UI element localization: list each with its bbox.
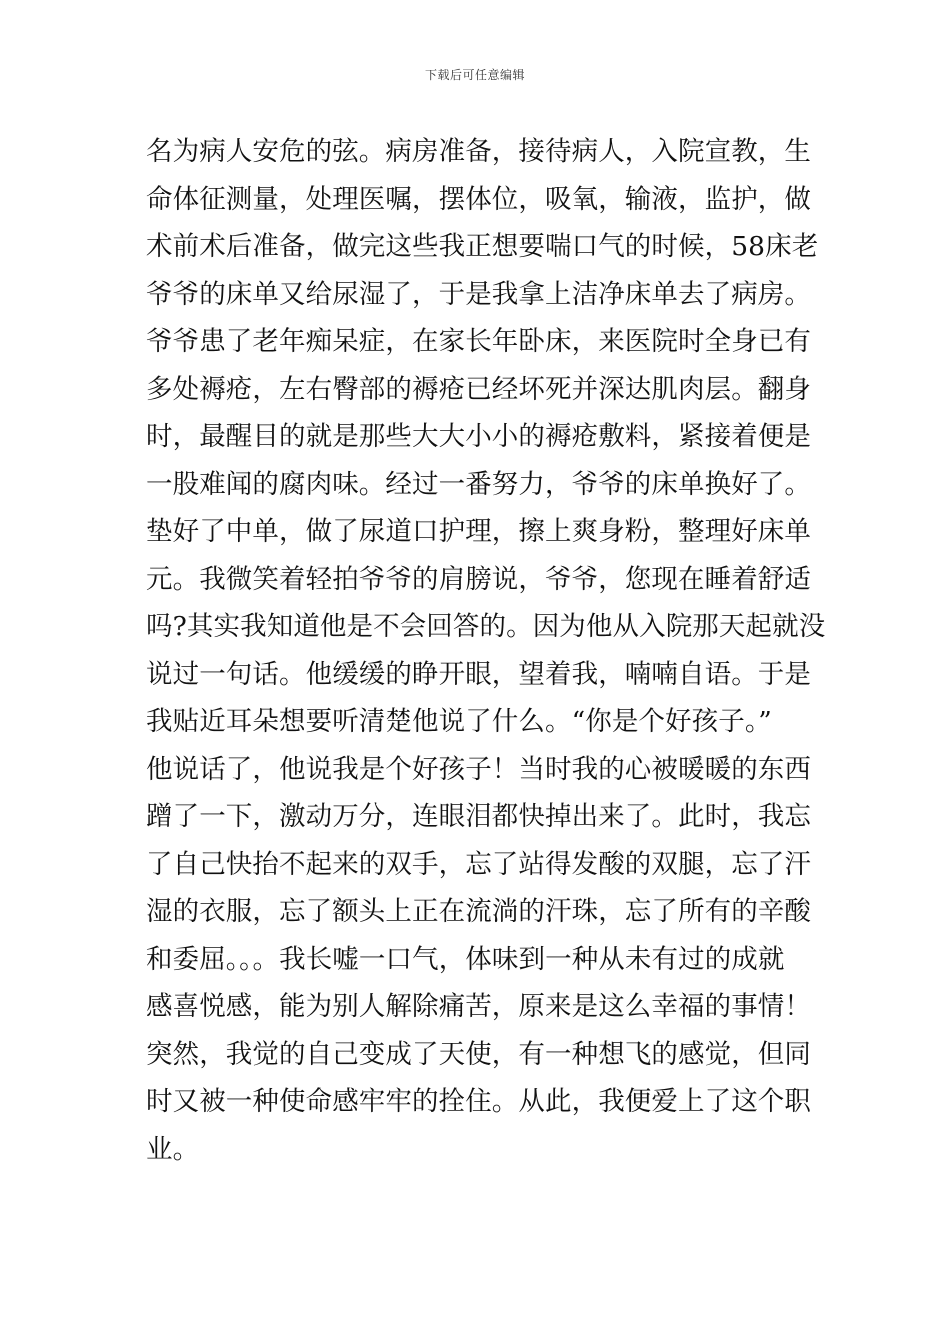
text-line: 蹭了一下，激动万分，连眼泪都快掉出来了。此时，我忘 (146, 801, 811, 832)
text-line: 时又被一种使命感牢牢的拴住。从此，我便爱上了这个职 (146, 1086, 811, 1117)
text-line: 感喜悦感，能为别人解除痛苦，原来是这么幸福的事情！ (146, 991, 811, 1022)
text-line: 命体征测量，处理医嘱，摆体位，吸氧，输液，监护，做 (146, 183, 811, 215)
text-line: 爷爷患了老年痴呆症，在家长年卧床，来医院时全身已有 (146, 326, 811, 357)
text-line: 时，最醒目的就是那些大大小小的褥疮敷料，紧接着便是 (146, 421, 811, 452)
text-line: 一股难闻的腐肉味。经过一番努力，爷爷的床单换好了。 (146, 468, 811, 500)
body-paragraph (146, 128, 826, 1173)
page-header-note: 下载后可任意编辑 (424, 68, 525, 82)
text-line: 我贴近耳朵想要听清楚他说了什么。“你是个好孩子。” (146, 706, 772, 737)
text-line: 爷爷的床单又给尿湿了，于是我拿上洁净床单去了病房。 (146, 278, 811, 310)
text-line: 突然，我觉的自己变成了天使，有一种想飞的感觉，但同 (146, 1038, 811, 1070)
text-line: 说过一句话。他缓缓的睁开眼，望着我，喃喃自语。于是 (146, 658, 811, 690)
text-line: 元。我微笑着轻拍爷爷的肩膀说，爷爷，您现在睡着舒适 (146, 563, 811, 595)
text-line: 垫好了中单，做了尿道口护理，擦上爽身粉，整理好床单 (146, 516, 811, 547)
text-line: 吗?其实我知道他是不会回答的。因为他从入院那天起就没 (146, 611, 826, 642)
text-line: 多处褥疮，左右臀部的褥疮已经坏死并深达肌肉层。翻身 (146, 373, 811, 405)
text-line: 术前术后准备，做完这些我正想要喘口气的时候，58床老 (146, 231, 819, 262)
text-line: 和委屈。。。我长嘘一口气，体味到一种从未有过的成就 (146, 943, 785, 975)
text-line: 湿的衣服，忘了额头上正在流淌的汗珠，忘了所有的辛酸 (146, 896, 811, 927)
text-line: 了自己快抬不起来的双手，忘了站得发酸的双腿，忘了汗 (146, 848, 811, 880)
text-line: 他说话了，他说我是个好孩子！当时我的心被暖暖的东西 (146, 753, 811, 785)
text-line: 名为病人安危的弦。病房准备，接待病人，入院宣教，生 (146, 136, 811, 167)
text-line: 业。 (146, 1133, 200, 1165)
